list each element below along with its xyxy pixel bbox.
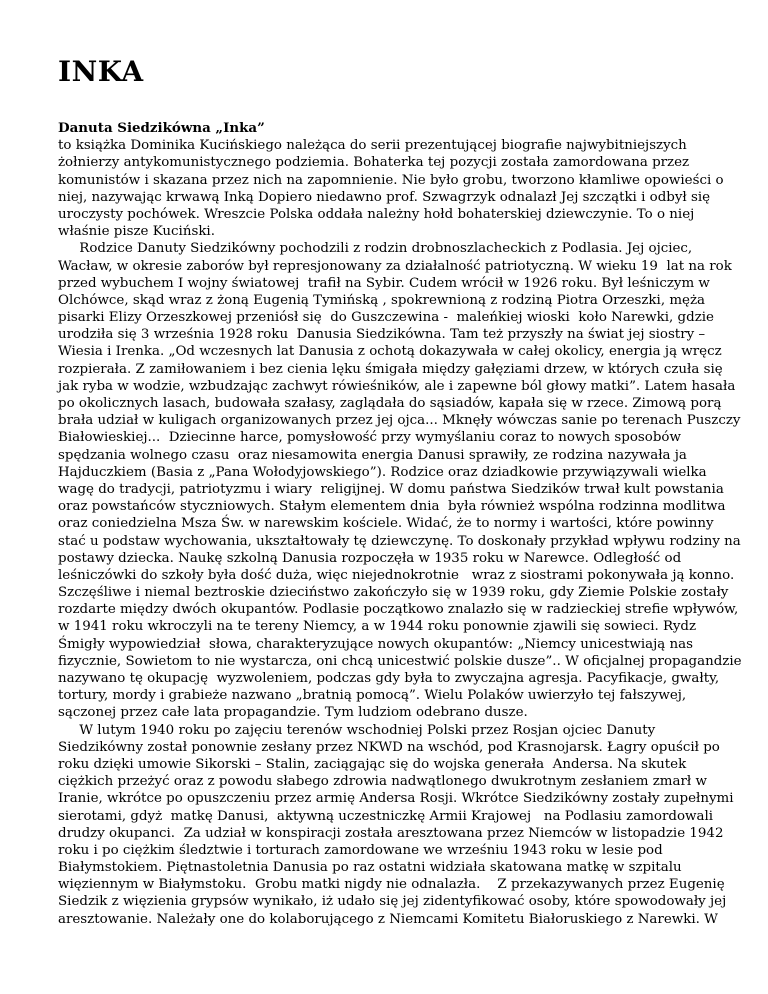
text-line: Wacław, w okresie zaborów był represjonowany za działalność patriotyczną. W wieku 19 lat na rok [58, 258, 732, 274]
text-line: roku dzięki umowie Sikorski – Stalin, zaciągając się do wojska generała Andersa. Na skutek [58, 756, 687, 772]
text-line: Szczęśliwe i niemal beztroskie dzieciństwo zakończyło się w 1939 roku, gdy Ziemie Polskie zostały [58, 585, 729, 601]
text-line: drudzy okupanci. Za udział w konspiracji została aresztowana przez Niemców w listopadzie 1942 [58, 825, 724, 841]
text-line: więziennym w Białymstoku. Grobu matki nigdy nie odnalazła. Z przekazywanych przez Eugenię [58, 877, 725, 893]
text-line: Siedzik z więzienia grypsów wynikało, iż udało się jej zidentyfikować osoby, które spowodowały jej [58, 894, 727, 910]
text-line: po okolicznych lasach, budowała szałasy, zaglądała do sąsiadów, kapała się w rzece. Zimową porą [58, 396, 722, 411]
text-line: Białowieskiej... Dziecinne harce, pomysłowość przy wymyślaniu coraz to nowych sposobów [58, 430, 681, 446]
text-line: pisarki Elizy Orzeszkowej przeniósł się do Guszczewina - maleńkiej wioski koło Narewki, gdzie [58, 310, 714, 326]
text-line: brała udział w kuligach organizowanych przez jej ojca... Mknęły wówczas sanie po terenach Puszczy [58, 413, 741, 429]
book-heading: Danuta Siedzikówna „Inka” [58, 120, 265, 136]
text-line: ciężkich przeżyć oraz z powodu słabego zdrowia nadwątlonego dwukrotnym zesłaniem zmarł w [58, 774, 707, 790]
document-title: INKA [58, 55, 144, 88]
text-line: fizycznie, Sowietom to nie wystarcza, oni chcą unicestwić polskie dusze”.. W oficjalnej propagandzie [58, 653, 742, 669]
text-line: W lutym 1940 roku po zajęciu terenów wschodniej Polski przez Rosjan ojciec Danuty [58, 722, 656, 738]
text-line: to książka Dominika Kucińskiego należąca do serii prezentującej biografie najwybitniejszych [58, 138, 687, 154]
text-line: właśnie pisze Kuciński. [58, 224, 215, 240]
text-line: oraz powstańców styczniowych. Stałym elementem dnia była również wspólna rodzinna modlitwa [58, 499, 726, 515]
text-line: wagę do tradycji, patriotyzmu i wiary religijnej. W domu państwa Siedzików trwał kult powstania [58, 481, 724, 497]
text-line: rozdarte między dwóch okupantów. Podlasie początkowo znalazło się w radzieckiej strefie wpływów, [58, 602, 739, 618]
text-line: żołnierzy antykomunistycznego podziemia. Bohaterka tej pozycji została zamordowana przez [58, 155, 690, 171]
text-line: tortury, mordy i grabieże nazwano „bratnią pomocą”. Wielu Polaków uwierzyło tej fałszywej, [58, 688, 687, 704]
text-line: aresztowanie. Należały one do kolaborującego z Niemcami Komitetu Białoruskiego z Narewki. W [58, 911, 718, 927]
text-line: niej, nazywając krwawą Inką Dopiero niedawno prof. Szwagrzyk odnalazł Jej szczątki i odbył się [58, 189, 711, 205]
text-line: nazywano tę okupację wyzwoleniem, podczas gdy była to zwyczajna agresja. Pacyfikacje, gwałty, [58, 671, 720, 686]
text-line: spędzania wolnego czasu oraz niesamowita energia Danusi sprawiły, ze rodzina nazywała ja [58, 447, 687, 463]
text-line: Śmigły wypowiedział słowa, charakteryzujące nowych okupantów: „Niemcy unicestwiają nas [58, 636, 694, 652]
text-line: Białymstokiem. Piętnastoletnia Danusia po raz ostatni widziała skatowana matkę w szpitalu [58, 860, 682, 876]
text-line: rozpierała. Z zamiłowaniem i bez cienia lęku śmigała między gałęziami drzew, w których czuła się [58, 361, 723, 377]
text-line: jak ryba w wodzie, wzbudzając zachwyt rówieśników, ale i zapewne ból głowy matki”. Latem hasała [58, 378, 736, 394]
text-line: Siedzikówny został ponownie zesłany przez NKWD na wschód, pod Krasnojarsk. Łagry opuścił po [58, 739, 720, 755]
text-line: roku i po ciężkim śledztwie i torturach zamordowane we wrześniu 1943 roku w lesie pod [58, 842, 663, 858]
document-body [58, 120, 742, 928]
text-line: przed wybuchem I wojny światowej trafił na Sybir. Cudem wrócił w 1926 roku. Był leśniczym w [58, 275, 710, 291]
text-line: oraz coniedzielna Msza Św. w narewskim kościele. Widać, że to normy i wartości, które powinny [58, 516, 714, 532]
text-line: komunistów i skazana przez nich na zapomnienie. Nie było grobu, tworzono kłamliwe opowieści o [58, 172, 724, 188]
text-line: Olchówce, skąd wraz z żoną Eugenią Tymińską , spokrewnioną z rodziną Piotra Orzeszki, męża [58, 292, 705, 308]
text-line: sierotami, gdyż matkę Danusi, aktywną uczestniczkę Armii Krajowej na Podlasiu zamordowali [58, 808, 714, 824]
text-line: sączonej przez całe lata propagandzie. Tym ludziom odebrano dusze. [58, 705, 528, 721]
text-line: w 1941 roku wkroczyli na te tereny Niemcy, a w 1944 roku ponownie zjawili się sowieci. Rydz [58, 619, 697, 635]
text-line: urodziła się 3 września 1928 roku Danusia Siedzikówna. Tam też przyszły na świat jej siostry – [58, 327, 706, 343]
text-line: stać u podstaw wychowania, ukształtowały tę dziewczynę. To doskonały przykład wpływu rodziny na [58, 533, 741, 549]
text-line: Hajduczkiem (Basia z „Pana Wołodyjowskiego”). Rodzice oraz dziadkowie przywiązywali wielka [58, 464, 707, 480]
text-line: uroczysty pochówek. Wreszcie Polska oddała należny hołd bohaterskiej dziewczynie. To o niej [58, 206, 695, 222]
text-line: Rodzice Danuty Siedzikówny pochodzili z rodzin drobnoszlacheckich z Podlasia. Jej ojciec, [58, 241, 693, 257]
text-line: leśniczówki do szkoły była dość duża, więc niejednokrotnie wraz z siostrami pokonywała ją konno. [58, 567, 735, 583]
text-line: Wiesia i Irenka. „Od wczesnych lat Danusia z ochotą dokazywała w całej okolicy, energia ją wręcz [58, 344, 722, 360]
text-line: Iranie, wkrótce po opuszczeniu przez armię Andersa Rosji. Wkrótce Siedzikówny zostały zupełnymi [58, 791, 734, 807]
text-line: postawy dziecka. Naukę szkolną Danusia rozpoczęła w 1935 roku w Narewce. Odległość od [58, 550, 682, 566]
